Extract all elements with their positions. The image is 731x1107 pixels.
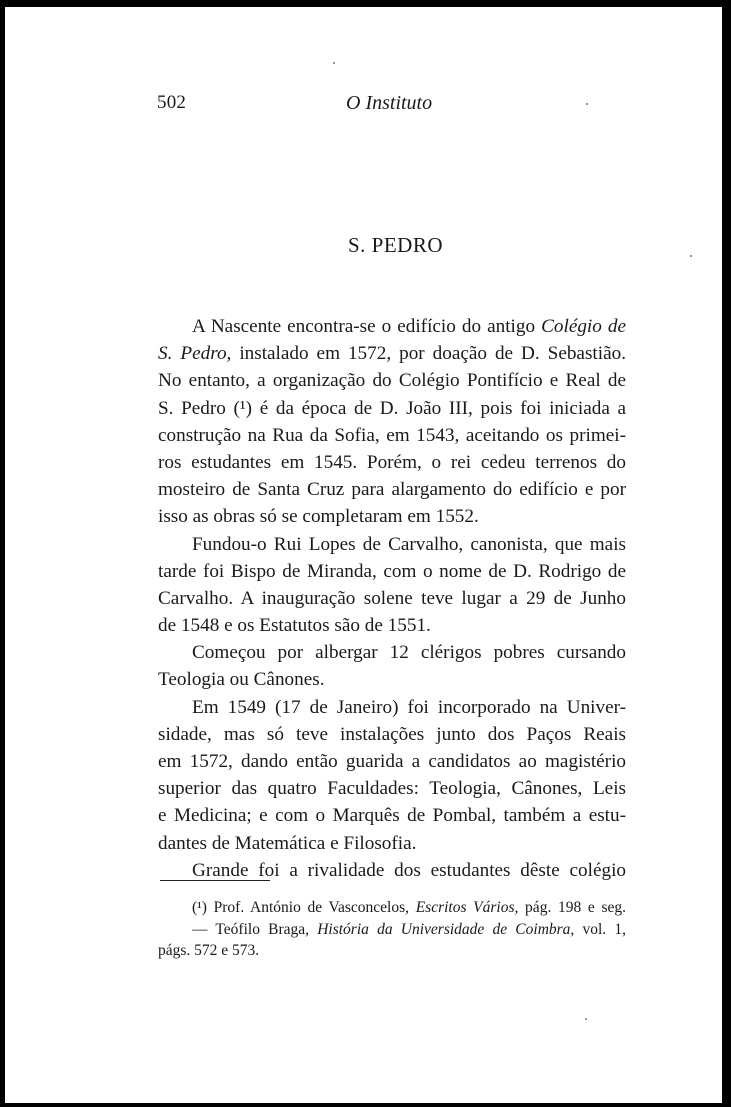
paragraph-4 (158, 694, 626, 857)
text-line: e Medicina; e com o Marquês de Pombal, também a estu- (158, 805, 626, 827)
footnotes (158, 897, 626, 962)
running-title: O Instituto (346, 92, 433, 114)
text-line: Em 1549 (17 de Janeiro) foi incorporado na Univer- (192, 696, 626, 718)
text-line: A Nascente encontra-se o edifício do antigo Colégio de (192, 316, 626, 337)
footnote-line: (¹) Prof. António de Vasconcelos, Escritos Vários, pág. 198 e seg. (192, 899, 626, 916)
text-line: em 1572, dando então guarida a candidatos ao magistério (158, 751, 626, 772)
text-line: Carvalho. A inauguração solene teve lugar a 29 de Junho (158, 587, 626, 609)
scan-speck (690, 255, 692, 257)
text-line: ros estudantes em 1545. Porém, o rei cedeu terrenos do (158, 451, 626, 473)
body-text (158, 313, 626, 884)
scan-speck (333, 62, 335, 64)
text-line: Grande foi a rivalidade dos estudantes dêste colégio (192, 859, 626, 881)
footnote-rule (160, 880, 270, 881)
text-line: Fundou-o Rui Lopes de Carvalho, canonista, que mais (192, 533, 626, 555)
section-title: S. PEDRO (347, 233, 444, 257)
text-line: mosteiro de Santa Cruz para alargamento do edifício e por (158, 479, 626, 501)
text-line: tarde foi Bispo de Miranda, com o nome de D. Rodrigo de (158, 560, 626, 582)
italic-title: S. Pedro, (158, 343, 232, 365)
text-line: de 1548 e os Estatutos são de 1551. (158, 615, 431, 637)
text-line: dantes de Matemática e Filosofia. (158, 832, 417, 854)
text-line: S. Pedro, instalado em 1572, por doação de D. Sebastião. (158, 343, 626, 365)
scan-speck (585, 1018, 587, 1020)
paragraph-1 (158, 313, 626, 531)
text-line: sidade, mas só teve instalações junto dos Paços Reais (158, 723, 626, 745)
text-line: superior das quatro Faculdades: Teologia, Cânones, Leis (158, 778, 626, 800)
text-line: Teologia ou Cânones. (158, 669, 325, 691)
text-line: No entanto, a organização do Colégio Pontifício e Real de (158, 370, 626, 392)
page-number: 502 (157, 92, 187, 113)
footnote-line: — Teófilo Braga, História da Universidade de Coimbra, vol. 1, (192, 920, 626, 938)
paragraph-2 (158, 531, 626, 640)
scan-speck (586, 103, 588, 105)
text-line: construção na Rua da Sofia, em 1543, aceitando os primei- (158, 424, 626, 446)
paragraph-3 (158, 639, 626, 693)
text-line: Começou por albergar 12 clérigos pobres cursando (192, 642, 626, 664)
text-line: isso as obras só se completaram em 1552. (158, 506, 479, 528)
text-line: S. Pedro (¹) é da época de D. João III, pois foi iniciada a (158, 397, 626, 419)
footnote-line: págs. 572 e 573. (158, 942, 260, 959)
italic-title: Colégio de (541, 316, 626, 337)
